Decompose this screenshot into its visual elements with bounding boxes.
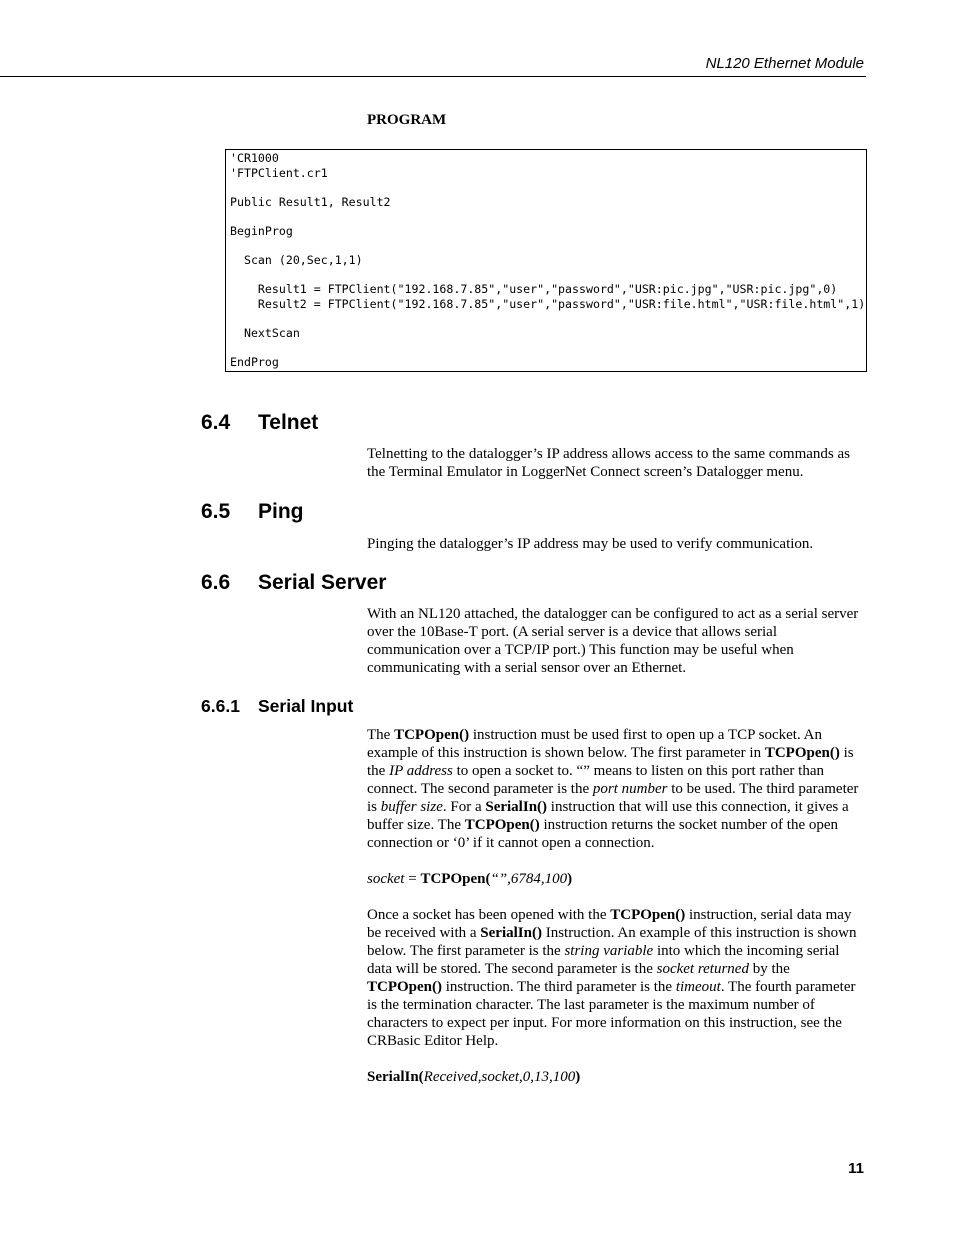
page-number: 11: [848, 1160, 864, 1177]
section-number: 6.6: [201, 571, 231, 594]
code-line: Public Result1, Result2: [230, 194, 391, 209]
program-label: PROGRAM: [367, 112, 447, 128]
code-line: 'CR1000: [230, 151, 279, 165]
section-title: Ping: [258, 500, 304, 523]
paragraph-text: With an NL120 attached, the datalogger can be configured to act as a serial server over the 10Base-T port. (A serial server is a device that allows serial communication over a TCP/IP port.) This function may be useful when communicating with a serial sensor over an Ethernet.: [367, 606, 859, 676]
paragraph-text: Pinging the datalogger’s IP address may be used to verify communication.: [367, 536, 814, 552]
ping-paragraph: [367, 535, 867, 553]
code-line: [230, 268, 862, 283]
heading-telnet: [201, 410, 318, 436]
header-rule: [0, 76, 866, 77]
code-line: [230, 341, 862, 356]
code-line: Result2 = FTPClient("192.168.7.85","user","password","USR:file.html","USR:file.html",1): [230, 296, 866, 311]
code-line: 'FTPClient.cr1: [230, 165, 328, 180]
section-number: 6.6.1: [201, 696, 240, 716]
code-line: [230, 209, 862, 224]
serial-server-paragraph: [367, 605, 867, 677]
section-number: 6.4: [201, 411, 231, 434]
heading-ping: [201, 499, 304, 525]
heading-serial-input: [201, 695, 353, 717]
section-number: 6.5: [201, 500, 231, 523]
code-line: Result1 = FTPClient("192.168.7.85","user","password","USR:pic.jpg","USR:pic.jpg",0): [230, 282, 838, 297]
code-line: EndProg: [230, 355, 279, 370]
code-line: BeginProg: [230, 223, 293, 238]
telnet-paragraph: [367, 445, 867, 481]
code-line: [230, 239, 862, 254]
serial-input-content: [367, 726, 867, 1086]
heading-serial-server: [201, 570, 386, 596]
code-line: [230, 180, 862, 195]
code-line: NextScan: [230, 326, 300, 341]
tcpopen-example: socket = TCPOpen(“”,6784,100): [367, 871, 573, 887]
section-title: Serial Server: [258, 571, 387, 594]
serialin-paragraph: Once a socket has been opened with the TCPOpen() instruction, serial data may be received with a SerialIn() Instruction. An example of this instruction is shown below. The first parameter is the string variable into which the incoming serial data will be stored. The second parameter is the socket returned by the TCPOpen() instruction. The third parameter is the timeout. The fourth parameter is the termination character. The last parameter is the maximum number of characters to expect per input. For more information on this instruction, see the CRBasic Editor Help.: [367, 907, 857, 1049]
serialin-example: SerialIn(Received,socket,0,13,100): [367, 1069, 581, 1085]
code-line: Scan (20,Sec,1,1): [230, 253, 363, 268]
tcpopen-paragraph: The TCPOpen() instruction must be used first to open up a TCP socket. An example of this instruction is shown below. The first parameter in TCPOpen() is the IP address to open a socket to. “” means to listen on this port rather than connect. The second parameter is the port number to be used. The third parameter is buffer size. For a SerialIn() instruction that will use this connection, it gives a buffer size. The TCPOpen() instruction returns the socket number of the open connection or ‘0’ if it cannot open a connection.: [367, 727, 859, 851]
running-header-title: NL120 Ethernet Module: [705, 55, 864, 72]
section-title: Telnet: [258, 411, 319, 434]
code-block: [225, 149, 867, 372]
paragraph-text: Telnetting to the datalogger’s IP address allows access to the same commands as the Terminal Emulator in LoggerNet Connect screen’s Datalogger menu.: [367, 446, 850, 480]
code-line: [230, 312, 862, 327]
section-title: Serial Input: [258, 696, 354, 716]
